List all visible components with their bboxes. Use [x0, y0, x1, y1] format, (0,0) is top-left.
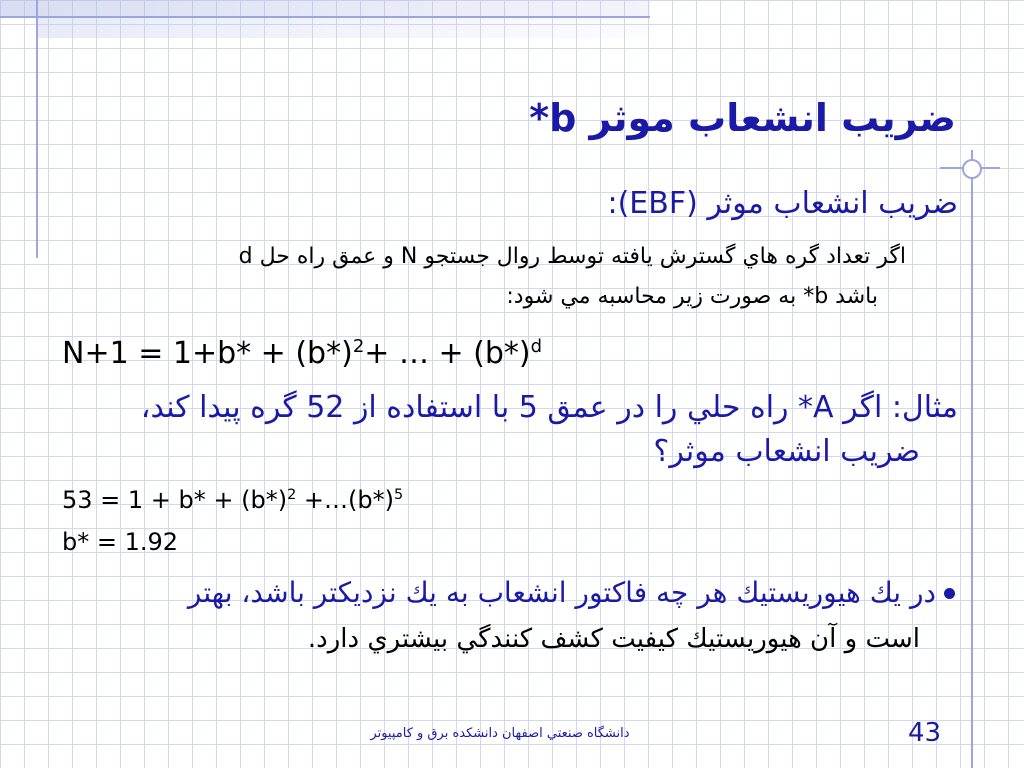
right-decoration-circle	[962, 159, 982, 179]
formula-exponent-d: d	[530, 336, 543, 357]
top-decoration-band	[0, 0, 650, 16]
example-formula-exponent-2: 2	[287, 487, 297, 503]
example-line-1: مثال: اگر A* راه حلي را در عمق 5 با استفاده از 52 گره پيدا كند،	[140, 390, 958, 425]
slide-number: 43	[908, 718, 942, 748]
ebf-formula	[62, 336, 542, 371]
ebf-heading: ضريب انشعاب موثر (EBF):	[607, 186, 958, 221]
definition-line-1: اگر تعداد گره هاي گسترش يافته توسط روال جستجو N و عمق راه حل d	[238, 244, 906, 269]
example-formula-exponent-5: 5	[393, 487, 404, 503]
slide-footer: دانشگاه صنعتي اصفهان دانشكده برق و كامپيوتر	[370, 726, 630, 741]
bullet-line-2: است و آن هيوريستيك كيفيت كشف كنندگي بيشتري دارد.	[307, 624, 920, 654]
example-answer: b* = 1.92	[62, 528, 179, 556]
top-decoration-band-secondary	[38, 18, 650, 38]
slide-title: ضريب انشعاب موثر b*	[529, 96, 956, 140]
bullet-line-1: در يك هيوريستيك هر چه فاكتور انشعاب به يك نزديكتر باشد، بهتر	[187, 576, 936, 609]
example-line-2: ضريب انشعاب موثر؟	[653, 434, 920, 469]
example-formula-part-a: 53 = 1 + b* + (b*)	[62, 486, 288, 514]
formula-part-b: + … + (b*)	[364, 336, 531, 371]
formula-part-a: N+1 = 1+b* + (b*)	[62, 336, 353, 371]
example-formula-part-b: +…(b*)	[296, 486, 394, 514]
formula-exponent-2: 2	[352, 336, 365, 357]
top-decoration-line	[0, 16, 650, 18]
right-decoration-line	[971, 150, 973, 768]
definition-line-2: باشد b* به صورت زير محاسبه مي شود:	[506, 284, 878, 309]
example-formula	[62, 486, 403, 514]
left-decoration-line	[36, 0, 38, 258]
bullet-dot-icon	[944, 588, 955, 599]
